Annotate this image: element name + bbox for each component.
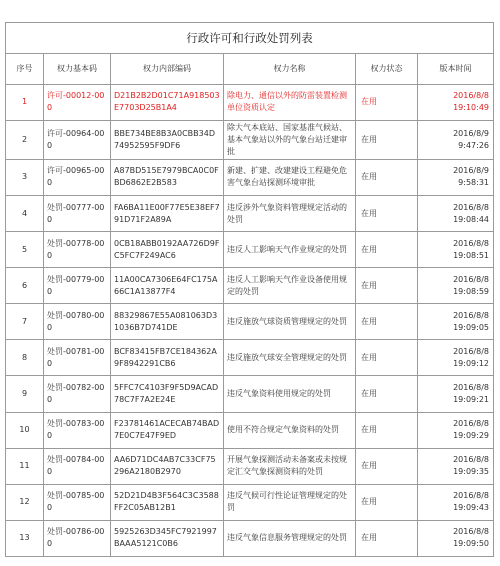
version-date: 2016/8/8 [453,238,489,248]
version-clock-time: 19:08:59 [453,286,489,296]
cell-internal-code: BBE734BE8B3A0CBB34D74952595F9DF6 [111,120,224,159]
version-clock-time: 9:58:31 [458,178,489,188]
table-row [6,196,494,232]
cell-internal-code: BCF83415FB7CE184362A9F8942291CB6 [111,340,224,376]
cell-power-status: 在用 [356,340,418,376]
version-date: 2016/8/8 [453,346,489,356]
cell-basic-code: 处罚-00782-000 [44,376,111,412]
cell-index: 10 [6,412,44,448]
cell-basic-code: 许可-00965-000 [44,159,111,195]
version-clock-time: 19:09:43 [453,503,489,513]
cell-index: 13 [6,520,44,556]
cell-index: 12 [6,484,44,520]
version-clock-time: 19:09:05 [453,322,489,332]
table-row [6,412,494,448]
header-power-name: 权力名称 [224,53,356,84]
version-date: 2016/8/9 [453,128,489,138]
version-clock-time: 19:08:51 [453,250,489,260]
version-clock-time: 19:09:35 [453,467,489,477]
cell-basic-code: 处罚-00786-000 [44,520,111,556]
cell-power-status: 在用 [356,448,418,484]
version-clock-time: 19:08:44 [453,214,489,224]
cell-power-status: 在用 [356,304,418,340]
header-version-time: 版本时间 [418,53,494,84]
table-row [6,520,494,556]
cell-power-status: 在用 [356,84,418,120]
cell-power-name: 违反人工影响天气作业规定的处罚 [224,232,356,268]
cell-power-status: 在用 [356,159,418,195]
cell-basic-code: 许可-00964-000 [44,120,111,159]
cell-power-name: 除大气本底站、国家基准气候站、基本气象站以外的气象台站迁建审批 [224,120,356,159]
cell-internal-code: A87BD515E7979BCA0C0FBD6862E2B583 [111,159,224,195]
cell-power-name: 违反气象信息服务管理规定的处罚 [224,520,356,556]
cell-internal-code: FA6BA11E00F77E5E38EF791D71F2A89A [111,196,224,232]
cell-version-time [418,84,494,120]
cell-index: 2 [6,120,44,159]
version-date: 2016/8/8 [453,202,489,212]
version-date: 2016/8/8 [453,310,489,320]
cell-power-name: 违反施放气球资质管理规定的处罚 [224,304,356,340]
cell-power-status: 在用 [356,484,418,520]
version-clock-time: 19:09:29 [453,431,489,441]
table-row [6,232,494,268]
version-date: 2016/8/9 [453,166,489,176]
version-clock-time: 9:47:26 [458,140,489,150]
table-row [6,120,494,159]
cell-basic-code: 处罚-00783-000 [44,412,111,448]
cell-index: 9 [6,376,44,412]
header-index: 序号 [6,53,44,84]
cell-basic-code: 许可-00012-000 [44,84,111,120]
cell-version-time [418,448,494,484]
cell-internal-code: 52D21D4B3F564C3C3588FF2C05AB12B1 [111,484,224,520]
cell-internal-code: 5925263D345FC7921997BAAA5121C0B6 [111,520,224,556]
cell-power-name: 除电力、通信以外的防雷装置检测单位资质认定 [224,84,356,120]
cell-power-status: 在用 [356,520,418,556]
table-row [6,268,494,304]
cell-power-status: 在用 [356,268,418,304]
version-date: 2016/8/8 [453,491,489,501]
cell-internal-code: F23781461ACECAB74BAD7E0C7E47F9ED [111,412,224,448]
cell-power-name: 违反气象资料使用规定的处罚 [224,376,356,412]
cell-internal-code: AA6D71DC4AB7C33CF75296A2180B2970 [111,448,224,484]
cell-power-status: 在用 [356,412,418,448]
version-clock-time: 19:10:49 [453,103,489,113]
cell-power-name: 违反施放气球安全管理规定的处罚 [224,340,356,376]
cell-power-name: 违反气候可行性论证管理规定的处罚 [224,484,356,520]
cell-internal-code: 5FFC7C4103F9F5D9ACAD78C7F7A2E24E [111,376,224,412]
cell-version-time [418,120,494,159]
header-power-status: 权力状态 [356,53,418,84]
cell-index: 5 [6,232,44,268]
cell-index: 3 [6,159,44,195]
cell-internal-code: 88329867E55A081063D31036B7D741DE [111,304,224,340]
cell-power-status: 在用 [356,120,418,159]
version-clock-time: 19:09:12 [453,358,489,368]
title-row [6,23,494,54]
cell-version-time [418,376,494,412]
table-body [6,23,494,557]
cell-power-name: 开展气象探测活动未备案或未按规定汇交气象探测资料的处罚 [224,448,356,484]
table-row [6,304,494,340]
cell-power-name: 使用不符合规定气象资料的处罚 [224,412,356,448]
cell-version-time [418,340,494,376]
table-row [6,84,494,120]
cell-power-status: 在用 [356,376,418,412]
cell-version-time [418,412,494,448]
version-date: 2016/8/8 [453,527,489,537]
cell-power-name: 违反人工影响天气作业设备使用规定的处罚 [224,268,356,304]
header-basic-code: 权力基本码 [44,53,111,84]
header-internal-code: 权力内部编码 [111,53,224,84]
cell-power-name: 新建、扩建、改建建设工程避免危害气象台站探测环境审批 [224,159,356,195]
cell-version-time [418,484,494,520]
version-date: 2016/8/8 [453,419,489,429]
cell-index: 1 [6,84,44,120]
cell-basic-code: 处罚-00777-000 [44,196,111,232]
penalty-list-table [5,22,494,557]
cell-internal-code: 11A00CA7306E64FC175A66C1A13877F4 [111,268,224,304]
cell-power-status: 在用 [356,232,418,268]
version-clock-time: 19:09:50 [453,539,489,549]
cell-version-time [418,196,494,232]
cell-index: 8 [6,340,44,376]
table-row [6,376,494,412]
cell-basic-code: 处罚-00780-000 [44,304,111,340]
cell-basic-code: 处罚-00778-000 [44,232,111,268]
version-date: 2016/8/8 [453,455,489,465]
cell-basic-code: 处罚-00781-000 [44,340,111,376]
cell-internal-code: D21B2B2D01C71A918503E7703D25B1A4 [111,84,224,120]
table-row [6,448,494,484]
version-date: 2016/8/8 [453,91,489,101]
version-date: 2016/8/8 [453,383,489,393]
table-row [6,340,494,376]
header-row [6,53,494,84]
table-title: 行政许可和行政处罚列表 [6,23,494,54]
cell-power-name: 违反涉外气象资料管理规定活动的处罚 [224,196,356,232]
cell-basic-code: 处罚-00784-000 [44,448,111,484]
cell-power-status: 在用 [356,196,418,232]
cell-index: 4 [6,196,44,232]
cell-version-time [418,520,494,556]
cell-index: 11 [6,448,44,484]
cell-index: 7 [6,304,44,340]
cell-version-time [418,159,494,195]
cell-basic-code: 处罚-00785-000 [44,484,111,520]
version-clock-time: 19:09:21 [453,395,489,405]
cell-index: 6 [6,268,44,304]
cell-basic-code: 处罚-00779-000 [44,268,111,304]
cell-internal-code: 0CB18ABB0192AA726D9FC5FC7F249AC6 [111,232,224,268]
table-row [6,484,494,520]
version-date: 2016/8/8 [453,274,489,284]
cell-version-time [418,232,494,268]
table-row [6,159,494,195]
cell-version-time [418,268,494,304]
cell-version-time [418,304,494,340]
